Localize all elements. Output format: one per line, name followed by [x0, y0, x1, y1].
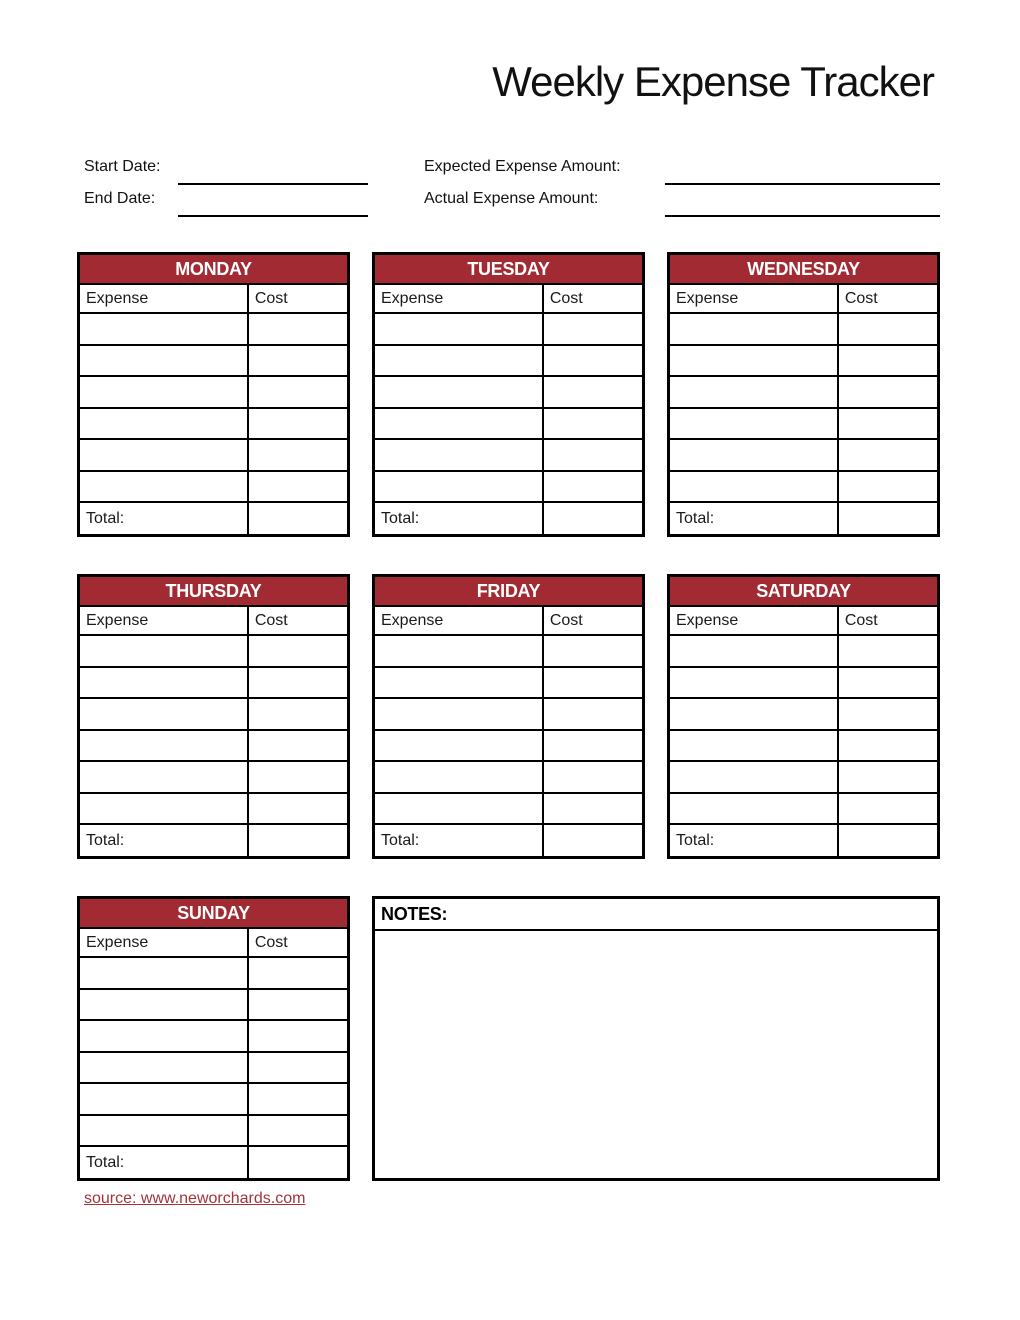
day-table-wednesday	[667, 252, 940, 537]
notes-label: NOTES:	[375, 899, 937, 931]
expense-cell[interactable]	[375, 794, 544, 824]
day-table-friday	[372, 574, 645, 859]
expense-cell[interactable]	[670, 472, 839, 502]
blank-expense-row	[670, 762, 937, 794]
expense-cell[interactable]	[80, 472, 249, 502]
notes-content[interactable]	[375, 931, 937, 1178]
cost-cell[interactable]	[544, 762, 642, 792]
cost-column-header: Cost	[254, 611, 288, 629]
expense-cell[interactable]	[80, 1084, 249, 1114]
blank-expense-row	[670, 377, 937, 409]
cost-column-header: Cost	[254, 933, 288, 951]
expense-column-header: Expense	[80, 607, 249, 634]
blank-expense-row	[670, 731, 937, 763]
cost-cell[interactable]	[249, 731, 347, 761]
column-header-row	[80, 285, 347, 314]
expense-cell[interactable]	[80, 1053, 249, 1083]
cost-cell[interactable]	[249, 958, 347, 988]
total-row	[670, 503, 937, 534]
total-row	[80, 1147, 347, 1178]
expense-cell[interactable]	[375, 346, 544, 376]
blank-expense-row	[80, 1116, 347, 1148]
cost-cell[interactable]	[249, 990, 347, 1020]
blank-expense-row	[375, 794, 642, 826]
notes-box	[372, 896, 940, 1181]
cost-cell[interactable]	[249, 377, 347, 407]
cost-column-header: Cost	[844, 289, 878, 307]
blank-expense-row	[375, 314, 642, 346]
expense-cell[interactable]	[375, 409, 544, 439]
total-value-cell[interactable]	[544, 503, 642, 534]
blank-expense-row	[80, 699, 347, 731]
start-date-label: Start Date:	[84, 158, 161, 175]
expense-cell[interactable]	[80, 731, 249, 761]
cost-cell[interactable]	[249, 440, 347, 470]
expense-cell[interactable]	[670, 440, 839, 470]
blank-expense-row	[80, 958, 347, 990]
blank-expense-row	[80, 346, 347, 378]
expense-cell[interactable]	[670, 731, 839, 761]
field-row-2	[77, 185, 940, 217]
blank-expense-row	[670, 636, 937, 668]
cost-cell[interactable]	[839, 440, 937, 470]
total-value-cell[interactable]	[249, 1147, 347, 1178]
expense-cell[interactable]	[670, 636, 839, 666]
expense-cell[interactable]	[670, 409, 839, 439]
column-header-row	[670, 285, 937, 314]
expense-cell[interactable]	[80, 699, 249, 729]
total-label: Total:	[375, 503, 544, 534]
total-label: Total:	[670, 503, 839, 534]
total-value-cell[interactable]	[839, 825, 937, 856]
expense-cell[interactable]	[80, 377, 249, 407]
expected-expense-field[interactable]	[665, 153, 940, 185]
source-link[interactable]: source: www.neworchards.com	[84, 1190, 306, 1207]
blank-expense-row	[375, 699, 642, 731]
day-title: WEDNESDAY	[670, 255, 937, 285]
blank-expense-row	[80, 990, 347, 1022]
expense-cell[interactable]	[80, 794, 249, 824]
cost-cell[interactable]	[544, 731, 642, 761]
expense-cell[interactable]	[375, 699, 544, 729]
cost-cell[interactable]	[544, 472, 642, 502]
column-header-row	[80, 929, 347, 958]
cost-cell[interactable]	[544, 377, 642, 407]
cost-cell[interactable]	[249, 699, 347, 729]
expense-cell[interactable]	[80, 762, 249, 792]
cost-cell[interactable]	[249, 1053, 347, 1083]
cost-cell[interactable]	[839, 731, 937, 761]
expense-cell[interactable]	[80, 1021, 249, 1051]
total-label: Total:	[80, 503, 249, 534]
expense-column-header: Expense	[375, 607, 544, 634]
cost-column-header: Cost	[844, 611, 878, 629]
blank-expense-row	[80, 377, 347, 409]
column-header-row	[80, 607, 347, 636]
total-label: Total:	[670, 825, 839, 856]
expense-cell[interactable]	[80, 958, 249, 988]
blank-expense-row	[670, 668, 937, 700]
expense-column-header: Expense	[80, 285, 249, 312]
expense-cell[interactable]	[375, 472, 544, 502]
expense-column-header: Expense	[670, 285, 839, 312]
blank-expense-row	[80, 636, 347, 668]
day-title: MONDAY	[80, 255, 347, 285]
cost-cell[interactable]	[249, 794, 347, 824]
field-row-1	[77, 153, 940, 185]
blank-expense-row	[80, 731, 347, 763]
start-date-field[interactable]	[178, 153, 368, 185]
total-label: Total:	[80, 1147, 249, 1178]
cost-column-header: Cost	[549, 611, 583, 629]
blank-expense-row	[80, 409, 347, 441]
blank-expense-row	[670, 314, 937, 346]
day-table-monday	[77, 252, 350, 537]
cost-column-header: Cost	[549, 289, 583, 307]
total-row	[375, 503, 642, 534]
expense-cell[interactable]	[375, 440, 544, 470]
expense-cell[interactable]	[670, 346, 839, 376]
expense-cell[interactable]	[670, 668, 839, 698]
cost-cell[interactable]	[839, 472, 937, 502]
blank-expense-row	[670, 794, 937, 826]
total-row	[375, 825, 642, 856]
end-date-field[interactable]	[178, 185, 368, 217]
column-header-row	[670, 607, 937, 636]
column-header-row	[375, 285, 642, 314]
day-title: SUNDAY	[80, 899, 347, 929]
expense-cell[interactable]	[375, 762, 544, 792]
expense-cell[interactable]	[375, 731, 544, 761]
expense-cell[interactable]	[80, 314, 249, 344]
expense-cell[interactable]	[670, 314, 839, 344]
cost-cell[interactable]	[249, 762, 347, 792]
day-title: THURSDAY	[80, 577, 347, 607]
expense-column-header: Expense	[375, 285, 544, 312]
blank-expense-row	[80, 314, 347, 346]
cost-cell[interactable]	[544, 699, 642, 729]
cost-cell[interactable]	[839, 699, 937, 729]
expense-cell[interactable]	[80, 636, 249, 666]
cost-cell[interactable]	[249, 346, 347, 376]
actual-expense-field[interactable]	[665, 185, 940, 217]
cost-cell[interactable]	[544, 668, 642, 698]
blank-expense-row	[375, 668, 642, 700]
expense-cell[interactable]	[670, 377, 839, 407]
cost-cell[interactable]	[249, 668, 347, 698]
cost-cell[interactable]	[544, 440, 642, 470]
total-label: Total:	[375, 825, 544, 856]
expense-cell[interactable]	[80, 668, 249, 698]
actual-expense-label: Actual Expense Amount:	[424, 190, 599, 207]
day-table-thursday	[77, 574, 350, 859]
expense-cell[interactable]	[670, 699, 839, 729]
cost-cell[interactable]	[249, 1021, 347, 1051]
blank-expense-row	[375, 440, 642, 472]
day-tables-grid	[77, 252, 940, 1181]
total-value-cell[interactable]	[249, 503, 347, 534]
blank-expense-row	[670, 472, 937, 504]
total-label: Total:	[80, 825, 249, 856]
blank-expense-row	[80, 794, 347, 826]
expense-cell[interactable]	[375, 668, 544, 698]
cost-cell[interactable]	[544, 346, 642, 376]
total-row	[670, 825, 937, 856]
blank-expense-row	[80, 472, 347, 504]
cost-cell[interactable]	[544, 636, 642, 666]
column-header-row	[375, 607, 642, 636]
cost-cell[interactable]	[544, 409, 642, 439]
blank-expense-row	[80, 1053, 347, 1085]
total-row	[80, 825, 347, 856]
expense-cell[interactable]	[375, 377, 544, 407]
expense-column-header: Expense	[80, 929, 249, 956]
day-table-saturday	[667, 574, 940, 859]
cost-cell[interactable]	[839, 409, 937, 439]
blank-expense-row	[80, 440, 347, 472]
expense-column-header: Expense	[670, 607, 839, 634]
day-table-tuesday	[372, 252, 645, 537]
cost-cell[interactable]	[249, 409, 347, 439]
day-table-sunday	[77, 896, 350, 1181]
expense-cell[interactable]	[375, 314, 544, 344]
page-title: Weekly Expense Tracker	[492, 58, 934, 105]
blank-expense-row	[670, 699, 937, 731]
cost-cell[interactable]	[839, 346, 937, 376]
header-fields	[77, 153, 940, 217]
expense-cell[interactable]	[80, 990, 249, 1020]
cost-cell[interactable]	[249, 472, 347, 502]
end-date-label: End Date:	[84, 190, 156, 207]
day-title: TUESDAY	[375, 255, 642, 285]
cost-cell[interactable]	[839, 636, 937, 666]
blank-expense-row	[80, 1084, 347, 1116]
cost-column-header: Cost	[254, 289, 288, 307]
blank-expense-row	[375, 409, 642, 441]
day-title: FRIDAY	[375, 577, 642, 607]
blank-expense-row	[80, 762, 347, 794]
expected-expense-label: Expected Expense Amount:	[424, 158, 621, 175]
total-value-cell[interactable]	[544, 825, 642, 856]
expense-cell[interactable]	[375, 636, 544, 666]
blank-expense-row	[375, 472, 642, 504]
expense-cell[interactable]	[670, 794, 839, 824]
blank-expense-row	[375, 346, 642, 378]
blank-expense-row	[670, 409, 937, 441]
expense-cell[interactable]	[670, 762, 839, 792]
day-title: SATURDAY	[670, 577, 937, 607]
cost-cell[interactable]	[839, 314, 937, 344]
blank-expense-row	[80, 668, 347, 700]
expense-cell[interactable]	[80, 346, 249, 376]
blank-expense-row	[80, 1021, 347, 1053]
cost-cell[interactable]	[839, 668, 937, 698]
cost-cell[interactable]	[544, 314, 642, 344]
cost-cell[interactable]	[249, 314, 347, 344]
cost-cell[interactable]	[249, 1084, 347, 1114]
total-value-cell[interactable]	[839, 503, 937, 534]
cost-cell[interactable]	[839, 762, 937, 792]
cost-cell[interactable]	[249, 1116, 347, 1146]
blank-expense-row	[375, 377, 642, 409]
cost-cell[interactable]	[249, 636, 347, 666]
blank-expense-row	[375, 636, 642, 668]
expense-cell[interactable]	[80, 409, 249, 439]
total-value-cell[interactable]	[249, 825, 347, 856]
total-row	[80, 503, 347, 534]
cost-cell[interactable]	[544, 794, 642, 824]
expense-cell[interactable]	[80, 1116, 249, 1146]
cost-cell[interactable]	[839, 377, 937, 407]
blank-expense-row	[375, 762, 642, 794]
cost-cell[interactable]	[839, 794, 937, 824]
blank-expense-row	[670, 346, 937, 378]
expense-cell[interactable]	[80, 440, 249, 470]
blank-expense-row	[670, 440, 937, 472]
blank-expense-row	[375, 731, 642, 763]
